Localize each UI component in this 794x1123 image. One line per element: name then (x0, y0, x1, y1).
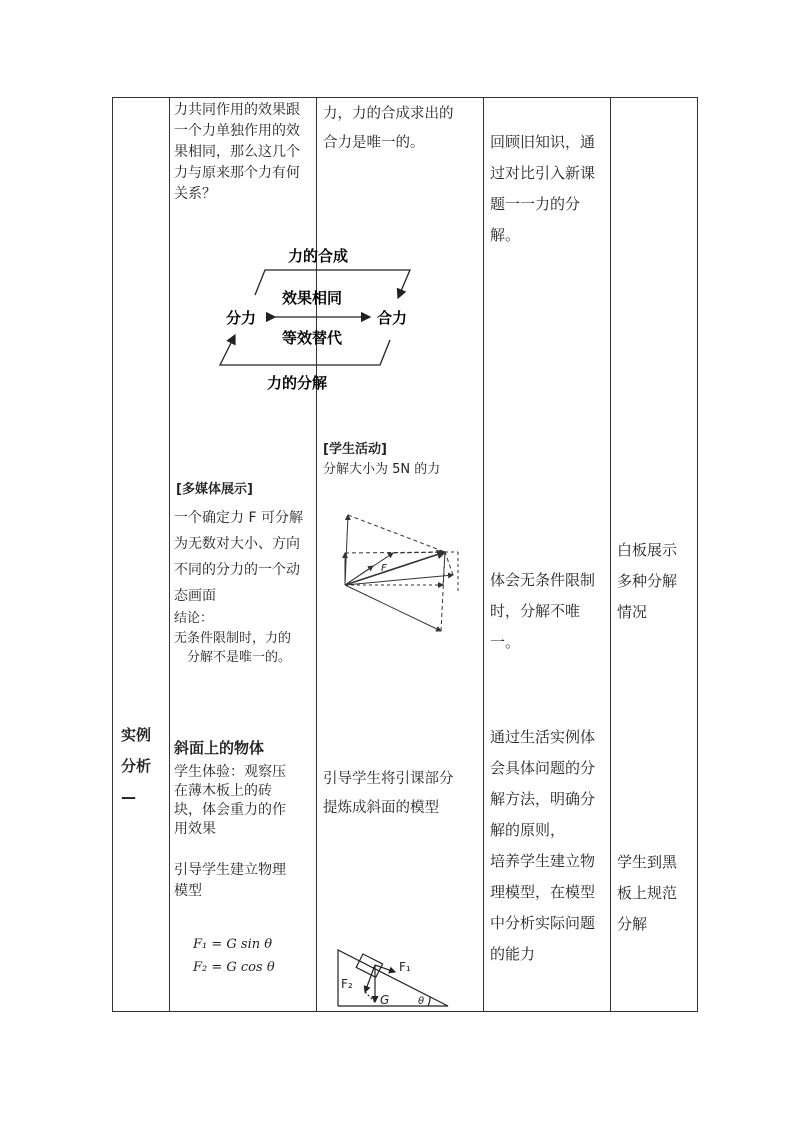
force-decomposition-figure (333, 503, 483, 633)
design-intent-review: 回顾旧知识，通 过对比引入新课 题一一力的分 解。 (490, 133, 596, 244)
design-intent-uniqueness: 体会无条件限制 时，分解不唯 一。 (490, 571, 596, 651)
angle-arc (428, 997, 430, 1006)
f2-label: F₂ (341, 977, 353, 991)
inclined-plane-figure (333, 940, 453, 1010)
model-description: 引导学生建立物理 模型 (174, 862, 286, 899)
diagram-bottom-label: 力的分解 (266, 374, 328, 392)
diagram-left-label: 分力 (225, 309, 257, 327)
note-whiteboard: 白板展示 多种分解 情况 (617, 541, 678, 621)
component-arrow (345, 566, 373, 585)
g-label: G (380, 993, 390, 1007)
diagram-center-top: 效果相同 (281, 289, 343, 307)
intro-question: 力共同作用的效果跟 一个力单独作用的效 果相同，那么这几个 力与原来那个力有何 关系？ (174, 102, 300, 202)
diagram-top-label: 力的合成 (287, 247, 349, 265)
note-blackboard: 学生到黑 板上规范 分解 (617, 853, 678, 933)
dashed-line (365, 992, 375, 1002)
conclusion-text: 无条件限制时，力的 分解不是唯一的。 (174, 631, 292, 665)
activity-text: 分解大小为 5N 的力 (323, 462, 441, 477)
formula-cos: F₂ = G cos θ (193, 960, 275, 975)
theta-label: θ (418, 996, 425, 1007)
incline-triangle (338, 950, 448, 1006)
dashed-line (445, 552, 453, 575)
formula-sin: F₁ = G sin θ (193, 937, 273, 952)
force-label: F (381, 563, 387, 574)
guide-text: 引导学生将引课部分 提炼成斜面的模型 (323, 771, 454, 816)
dashed-line (393, 552, 445, 553)
column-divider (610, 98, 611, 1011)
f2-arrow (365, 965, 375, 992)
composition-uniqueness-text: 力，力的合成求出的 合力是唯一的。 (323, 106, 454, 151)
incline-heading: 斜面上的物体 (174, 739, 265, 757)
activity-heading: [学生活动] (323, 442, 387, 457)
design-intent-modeling: 通过生活实例体 会具体问题的分 解方法，明确分 解的原则， 培养学生建立物 理模型，在模型 中分析实际问题 的能力 (490, 728, 596, 963)
media-description: 一个确定力 F 可分解 为无数对大小、方向 不同的分力的一个动 态画面 (174, 510, 303, 604)
column-divider (169, 98, 170, 1011)
f1-label: F₁ (399, 960, 411, 974)
diagram-center-bottom: 等效替代 (281, 329, 343, 347)
diagram-right-label: 合力 (376, 309, 408, 327)
column-divider (483, 98, 484, 1011)
conclusion-label: 结论： (174, 611, 214, 626)
dashed-line (348, 515, 445, 552)
section-label: 实例 分析 — (121, 726, 152, 806)
media-heading: [多媒体展示] (176, 482, 253, 497)
incline-description: 学生体验：观察压 在薄木板上的砖 块，体会重力的作 用效果 (174, 764, 286, 837)
composition-decomposition-diagram (215, 240, 415, 395)
component-arrow (345, 585, 441, 631)
